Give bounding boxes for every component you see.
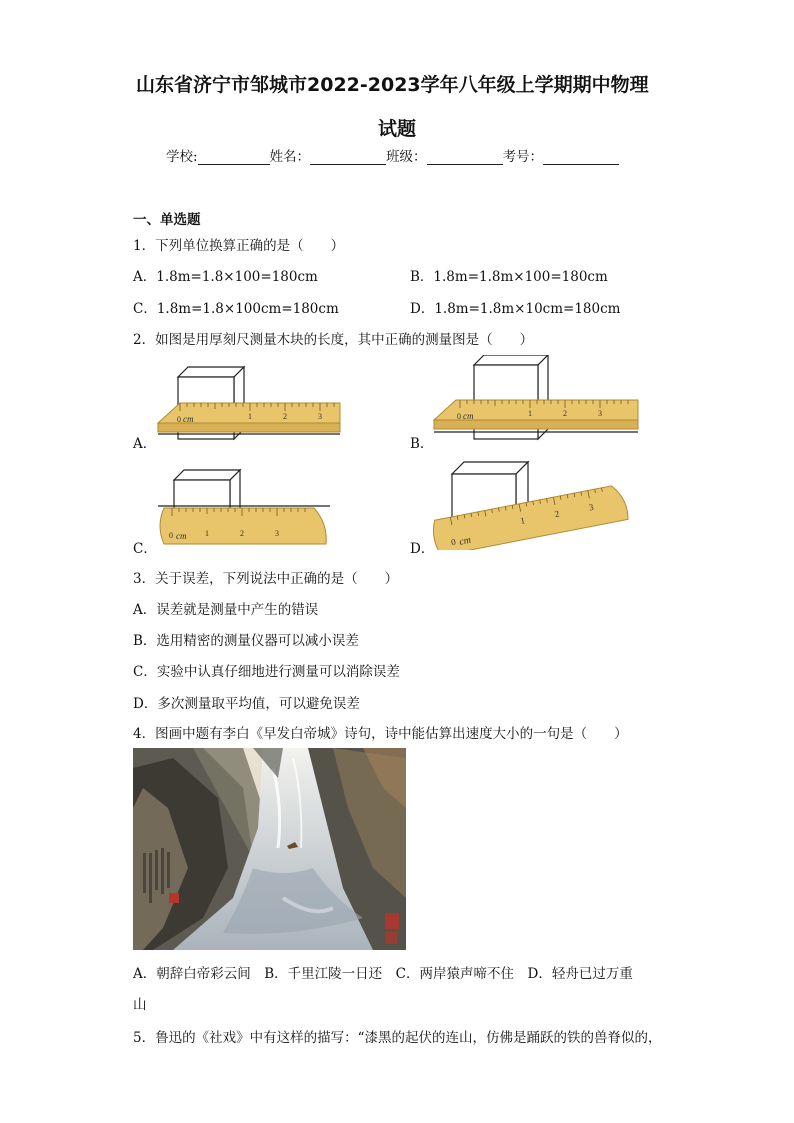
q2-figure-c (150, 468, 340, 550)
ruler-a-tick-1: 1 (248, 412, 252, 421)
ruler-c-tick-3: 3 (275, 529, 279, 538)
q2-stem: 2．如图是用厚刻尺测量木块的长度，其中正确的测量图是（ ） (133, 332, 534, 348)
ruler-d-tick-2: 2 (553, 508, 561, 520)
q2-figure-d (430, 458, 645, 550)
ruler-d-tick-3: 3 (588, 501, 595, 513)
ruler-d-tick-0: 0 (450, 536, 457, 548)
q1-option-a: A．1.8m=1.8×100=180cm (133, 269, 318, 285)
q4-stem: 4．图画中题有李白《早发白帝城》诗句，诗中能估算出速度大小的一句是（ ） (133, 726, 628, 742)
class-label: 班级： (386, 149, 427, 165)
number-blank (543, 150, 619, 165)
landscape-painting (133, 748, 406, 950)
q1-option-d: D．1.8m=1.8m×10cm=180cm (410, 301, 621, 317)
document-title-line1: 山东省济宁市邹城市2022-2023学年八年级上学期期中物理 (136, 74, 649, 96)
ruler-a-tick-0: 0 (177, 415, 181, 424)
school-label: 学校: (166, 149, 198, 165)
q1-option-c: C．1.8m=1.8×100cm=180cm (133, 301, 339, 317)
q1-option-b: B．1.8m=1.8m×100=180cm (410, 269, 608, 285)
class-blank (427, 150, 503, 165)
q2-option-a-label: A． (133, 436, 157, 452)
q2-option-d-label: D． (410, 541, 435, 557)
q4-options-line: A．朝辞白帝彩云间 B．千里江陵一日还 C．两岸猿声啼不住 D．轻舟已过万重 (133, 966, 633, 982)
number-label: 考号： (502, 149, 544, 165)
q3-option-b: B．选用精密的测量仪器可以减小误差 (133, 633, 359, 649)
q3-option-a: A．误差就是测量中产生的错误 (133, 602, 319, 618)
ruler-a-unit: cm (183, 414, 194, 424)
q5-stem: 5．鲁迅的《社戏》中有这样的描写：“漆黑的起伏的连山，仿佛是踊跃的铁的兽脊似的， (133, 1030, 662, 1046)
ruler-c-tick-2: 2 (240, 529, 244, 538)
ruler-b-tick-3: 3 (598, 409, 602, 418)
ruler-d-tick-1: 1 (519, 515, 526, 526)
ruler-b-tick-1: 1 (528, 409, 532, 418)
ruler-a-tick-2: 2 (283, 412, 287, 421)
q2-figure-b (430, 355, 645, 445)
q2-option-b-label: B． (410, 436, 434, 452)
q4-options-wrap: 山 (133, 997, 147, 1013)
school-blank (198, 150, 270, 165)
q2-figure-a (150, 365, 350, 445)
ruler-a-tick-3: 3 (318, 412, 322, 421)
ruler-b-tick-0: 0 (457, 412, 461, 421)
name-label: 姓名： (269, 149, 311, 165)
name-blank (310, 150, 386, 165)
q3-option-d: D．多次测量取平均值，可以避免误差 (133, 696, 360, 712)
document-title-line2: 试题 (378, 118, 417, 140)
q3-stem: 3．关于误差，下列说法中正确的是（ ） (133, 571, 399, 587)
q1-stem: 1．下列单位换算正确的是（ ） (133, 238, 345, 254)
ruler-b-tick-2: 2 (563, 409, 567, 418)
section-heading: 一、单选题 (133, 212, 201, 228)
ruler-c-tick-1: 1 (205, 529, 209, 538)
ruler-c-unit: cm (176, 531, 187, 541)
ruler-d-unit: cm (458, 534, 472, 548)
ruler-b-unit: cm (463, 411, 474, 421)
q2-option-c-label: C． (133, 541, 157, 557)
ruler-c-tick-0: 0 (169, 531, 173, 540)
student-info-row (166, 145, 619, 165)
q3-option-c: C．实验中认真仔细地进行测量可以消除误差 (133, 664, 400, 680)
